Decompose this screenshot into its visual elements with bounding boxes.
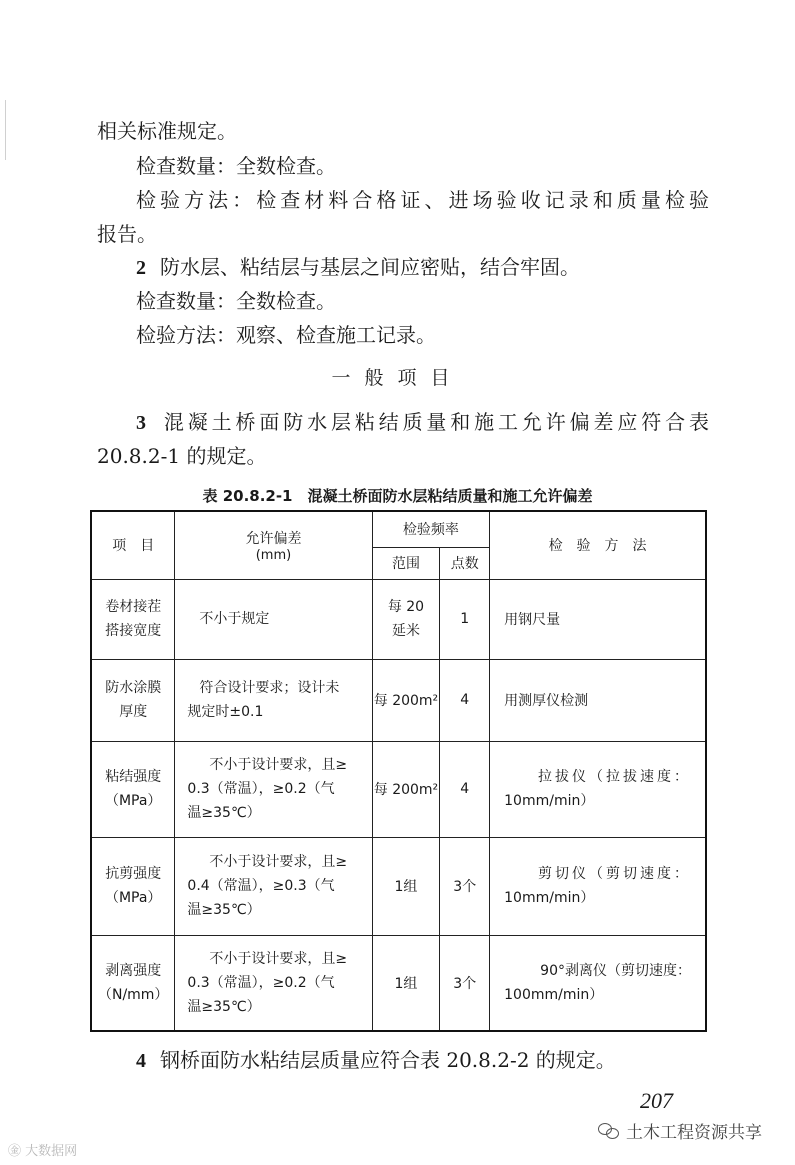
table-row bbox=[91, 741, 706, 837]
cell-item: 防水涂膜 厚度 bbox=[91, 659, 175, 741]
cell-item: 粘结强度 （MPa） bbox=[91, 741, 175, 837]
header-tolerance-label: 允许偏差 bbox=[245, 530, 302, 547]
header-method: 检 验 方 法 bbox=[490, 511, 706, 579]
text-line: 20.8.2-1 的规定。 bbox=[97, 444, 267, 468]
cell-method: 用测厚仪检测 bbox=[490, 659, 706, 741]
header-tolerance-unit: (mm) bbox=[255, 547, 292, 563]
item-number: 2 bbox=[136, 257, 146, 279]
cell-method: 剪切仪（剪切速度： 10mm/min） bbox=[490, 837, 706, 935]
item-text: 混凝土桥面防水层粘结质量和施工允许偏差应符合表 bbox=[160, 410, 709, 434]
cell-points: 1 bbox=[440, 579, 490, 659]
watermark-left: ㊎ 大数据网 bbox=[8, 1144, 78, 1159]
cell-range: 1组 bbox=[372, 935, 440, 1031]
cell-tolerance: 符合设计要求；设计未 规定时±0.1 bbox=[175, 659, 372, 741]
cell-tolerance: 不小于设计要求，且≥ 0.3（常温），≥0.2（气 温≥35℃） bbox=[175, 935, 372, 1031]
text-line: 报告。 bbox=[97, 222, 157, 246]
text-line: 相关标准规定。 bbox=[97, 119, 237, 143]
table-row bbox=[91, 837, 706, 935]
text-line: 检验方法：观察、检查施工记录。 bbox=[136, 323, 436, 347]
item-4 bbox=[136, 1046, 616, 1075]
text-line: 检验方法：检查材料合格证、进场验收记录和质量检验 bbox=[136, 188, 709, 212]
cell-range: 每 200m² bbox=[372, 659, 440, 741]
header-tolerance bbox=[175, 511, 372, 579]
wechat-icon bbox=[598, 1122, 620, 1140]
cell-item: 抗剪强度 （MPa） bbox=[91, 837, 175, 935]
text-line: 检查数量：全数检查。 bbox=[136, 289, 336, 313]
cell-tolerance: 不小于设计要求，且≥ 0.4（常温），≥0.3（气 温≥35℃） bbox=[175, 837, 372, 935]
item-text: 防水层、粘结层与基层之间应密贴，结合牢固。 bbox=[160, 255, 580, 279]
item-3 bbox=[136, 408, 709, 437]
item-text: 钢桥面防水粘结层质量应符合表 20.8.2-2 的规定。 bbox=[160, 1048, 616, 1072]
watermark-right bbox=[598, 1118, 762, 1143]
watermark-logo-icon: ㊎ bbox=[8, 1144, 26, 1159]
cell-tolerance: 不小于规定 bbox=[175, 579, 372, 659]
cell-item: 卷材接茬 搭接宽度 bbox=[91, 579, 175, 659]
cell-method: 用钢尺量 bbox=[490, 579, 706, 659]
cell-range: 每 200m² bbox=[372, 741, 440, 837]
item-2 bbox=[136, 253, 580, 282]
table-row bbox=[91, 935, 706, 1031]
scan-margin-line bbox=[5, 100, 6, 160]
table-row bbox=[91, 579, 706, 659]
cell-method: 90°剥离仪（剪切速度： 100mm/min） bbox=[490, 935, 706, 1031]
section-title: 一般项目 bbox=[331, 367, 464, 389]
cell-points: 3个 bbox=[440, 935, 490, 1031]
header-points: 点数 bbox=[440, 547, 490, 579]
watermark-text: 土木工程资源共享 bbox=[626, 1123, 762, 1143]
table-caption: 表 20.8.2-1 混凝土桥面防水层粘结质量和施工允许偏差 bbox=[202, 487, 593, 505]
item-number: 4 bbox=[136, 1050, 146, 1072]
cell-item: 剥离强度 （N/mm） bbox=[91, 935, 175, 1031]
page-number: 207 bbox=[640, 1088, 673, 1113]
cell-range: 每 20 延米 bbox=[372, 579, 440, 659]
header-range: 范围 bbox=[372, 547, 440, 579]
item-number: 3 bbox=[136, 412, 146, 434]
cell-range: 1组 bbox=[372, 837, 440, 935]
text-line: 检查数量：全数检查。 bbox=[136, 154, 336, 178]
tolerance-table bbox=[90, 510, 707, 1032]
table-row bbox=[91, 659, 706, 741]
cell-method: 拉拔仪（拉拔速度： 10mm/min） bbox=[490, 741, 706, 837]
cell-points: 4 bbox=[440, 741, 490, 837]
cell-points: 3个 bbox=[440, 837, 490, 935]
cell-tolerance: 不小于设计要求，且≥ 0.3（常温），≥0.2（气 温≥35℃） bbox=[175, 741, 372, 837]
header-frequency: 检验频率 bbox=[372, 511, 490, 547]
cell-points: 4 bbox=[440, 659, 490, 741]
header-item: 项 目 bbox=[91, 511, 175, 579]
